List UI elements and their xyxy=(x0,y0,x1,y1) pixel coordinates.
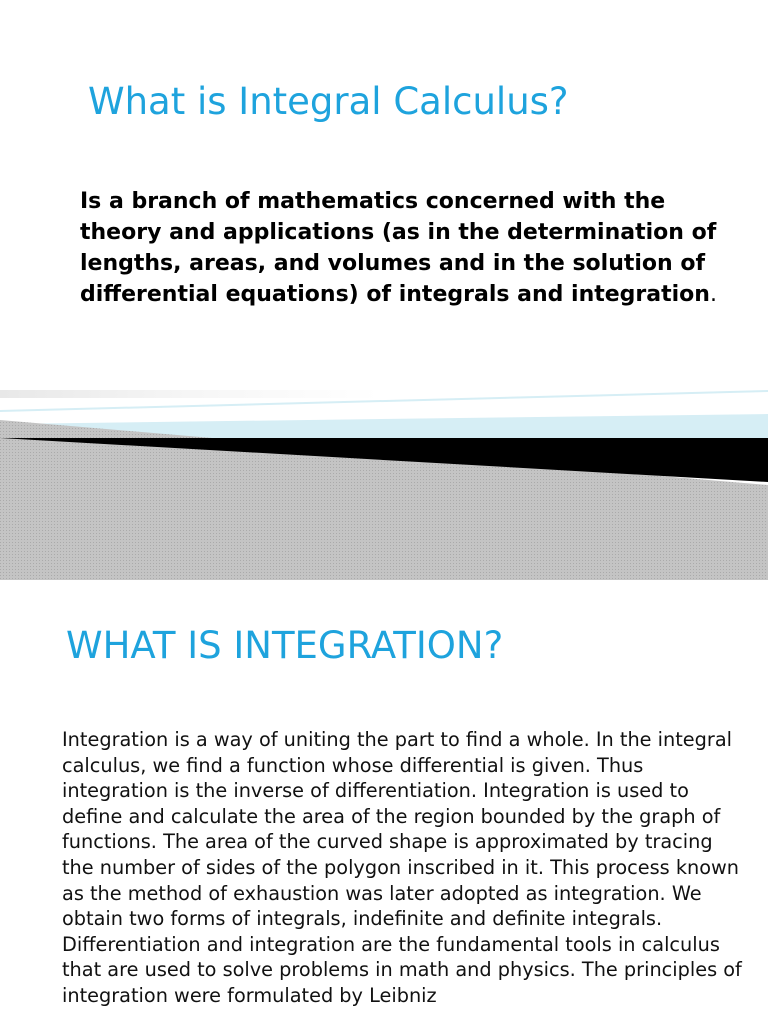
slide2-title: WHAT IS INTEGRATION? xyxy=(66,624,504,667)
divider-top-fade xyxy=(0,390,380,398)
slide-divider-graphic xyxy=(0,380,768,580)
slide1-body-period: . xyxy=(709,282,717,307)
slide1-title: What is Integral Calculus? xyxy=(88,80,569,123)
slide2-body: Integration is a way of uniting the part to find a whole. In the integral calculus, we find a function whose differential is given. Thus integration is the inverse of differentiation. Integration is used to define and calculate the area of the region bounded by the graph of functions. The area of the curved shape is approximated by tracing the number of sides of the polygon inscribed in it. This process known as the method of exhaustion was later adopted as integration. We obtain two forms of integrals, indefinite and definite integrals. Differentiation and integration are the fundamental tools in calculus that are used to solve problems in math and physics. The principles of integration were formulated by Leibniz xyxy=(62,728,742,1007)
slide1-body xyxy=(80,186,720,310)
slide1-body-text: Is a branch of mathematics concerned with the theory and applications (as in the determination of lengths, areas, and volumes and in the solution of differential equations) of integrals and integration xyxy=(80,189,717,307)
